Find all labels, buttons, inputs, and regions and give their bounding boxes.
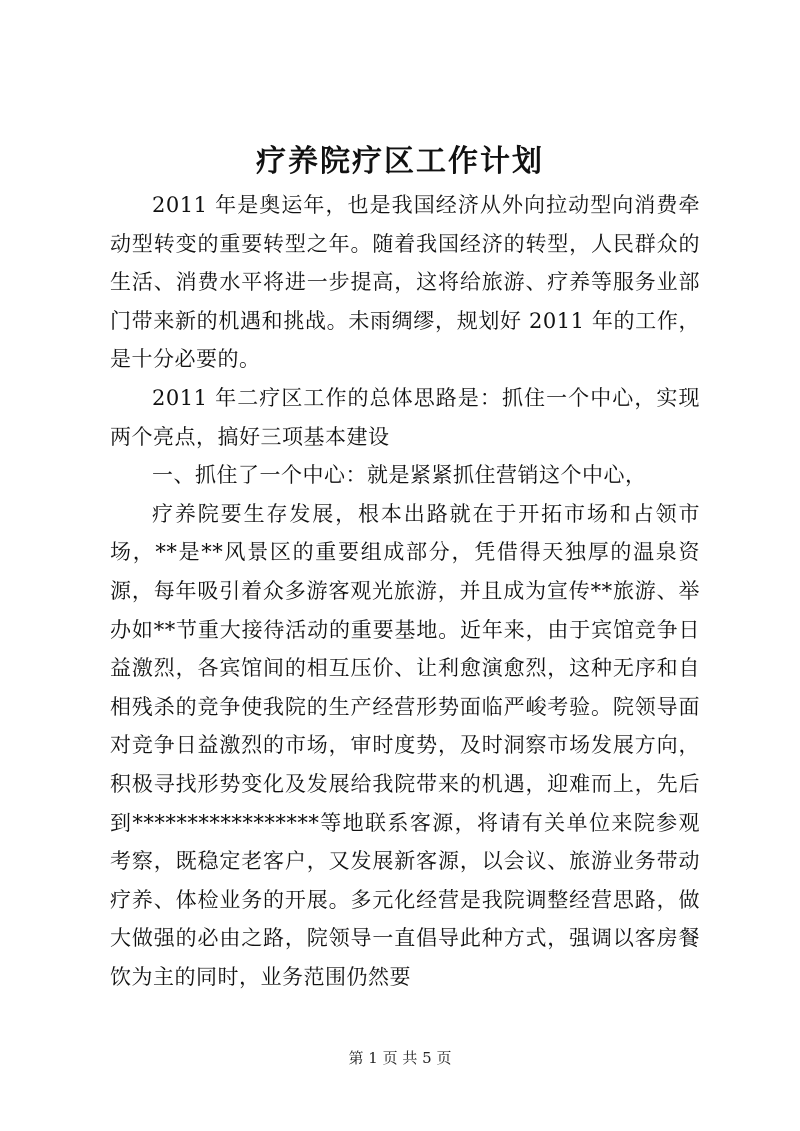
paragraph-market-development: 疗养院要生存发展，根本出路就在于开拓市场和占领市场，**是**风景区的重要组成部分，凭借得天独厚的温泉资源，每年吸引着众多游客观光旅游，并且成为宣传**旅游、举办如**节重大接待活动的重要基地。近年来，由于宾馆竞争日益激烈，各宾馆间的相互压价、让利愈演愈烈，这种无序和自相残杀的竞争使我院的生产经营形势面临严峻考验。院领导面对竞争日益激烈的市场，审时度势，及时洞察市场发展方向，积极寻找形势变化及发展给我院带来的机遇，迎难而上，先后到*****************等地联系客源，将请有关单位来院参观考察，既稳定老客户，又发展新客源，以会议、旅游业务带动疗养、体检业务的开展。多元化经营是我院调整经营思路，做大做强的必由之路，院领导一直倡导此种方式，强调以客房餐饮为主的同时，业务范围仍然要 — [110, 501, 700, 989]
paragraph-intro: 2011 年是奥运年，也是我国经济从外向拉动型向消费牵动型转变的重要转型之年。随着我国经济的转型，人民群众的生活、消费水平将进一步提高，这将给旅游、疗养等服务业部门带来新的机遇和挑战。未雨绸缪，规划好 2011 年的工作，是十分必要的。 — [110, 193, 700, 372]
document-body — [110, 186, 700, 996]
paragraph-section-one-heading: 一、抓住了一个中心：就是紧紧抓住营销这个中心， — [152, 463, 647, 488]
document-title: 疗养院疗区工作计划 — [256, 144, 544, 179]
page-footer: 第 1 页 共 5 页 — [348, 1049, 452, 1067]
paragraph-overall-approach: 2011 年二疗区工作的总体思路是：抓住一个中心，实现两个亮点，搞好三项基本建设 — [110, 385, 700, 449]
